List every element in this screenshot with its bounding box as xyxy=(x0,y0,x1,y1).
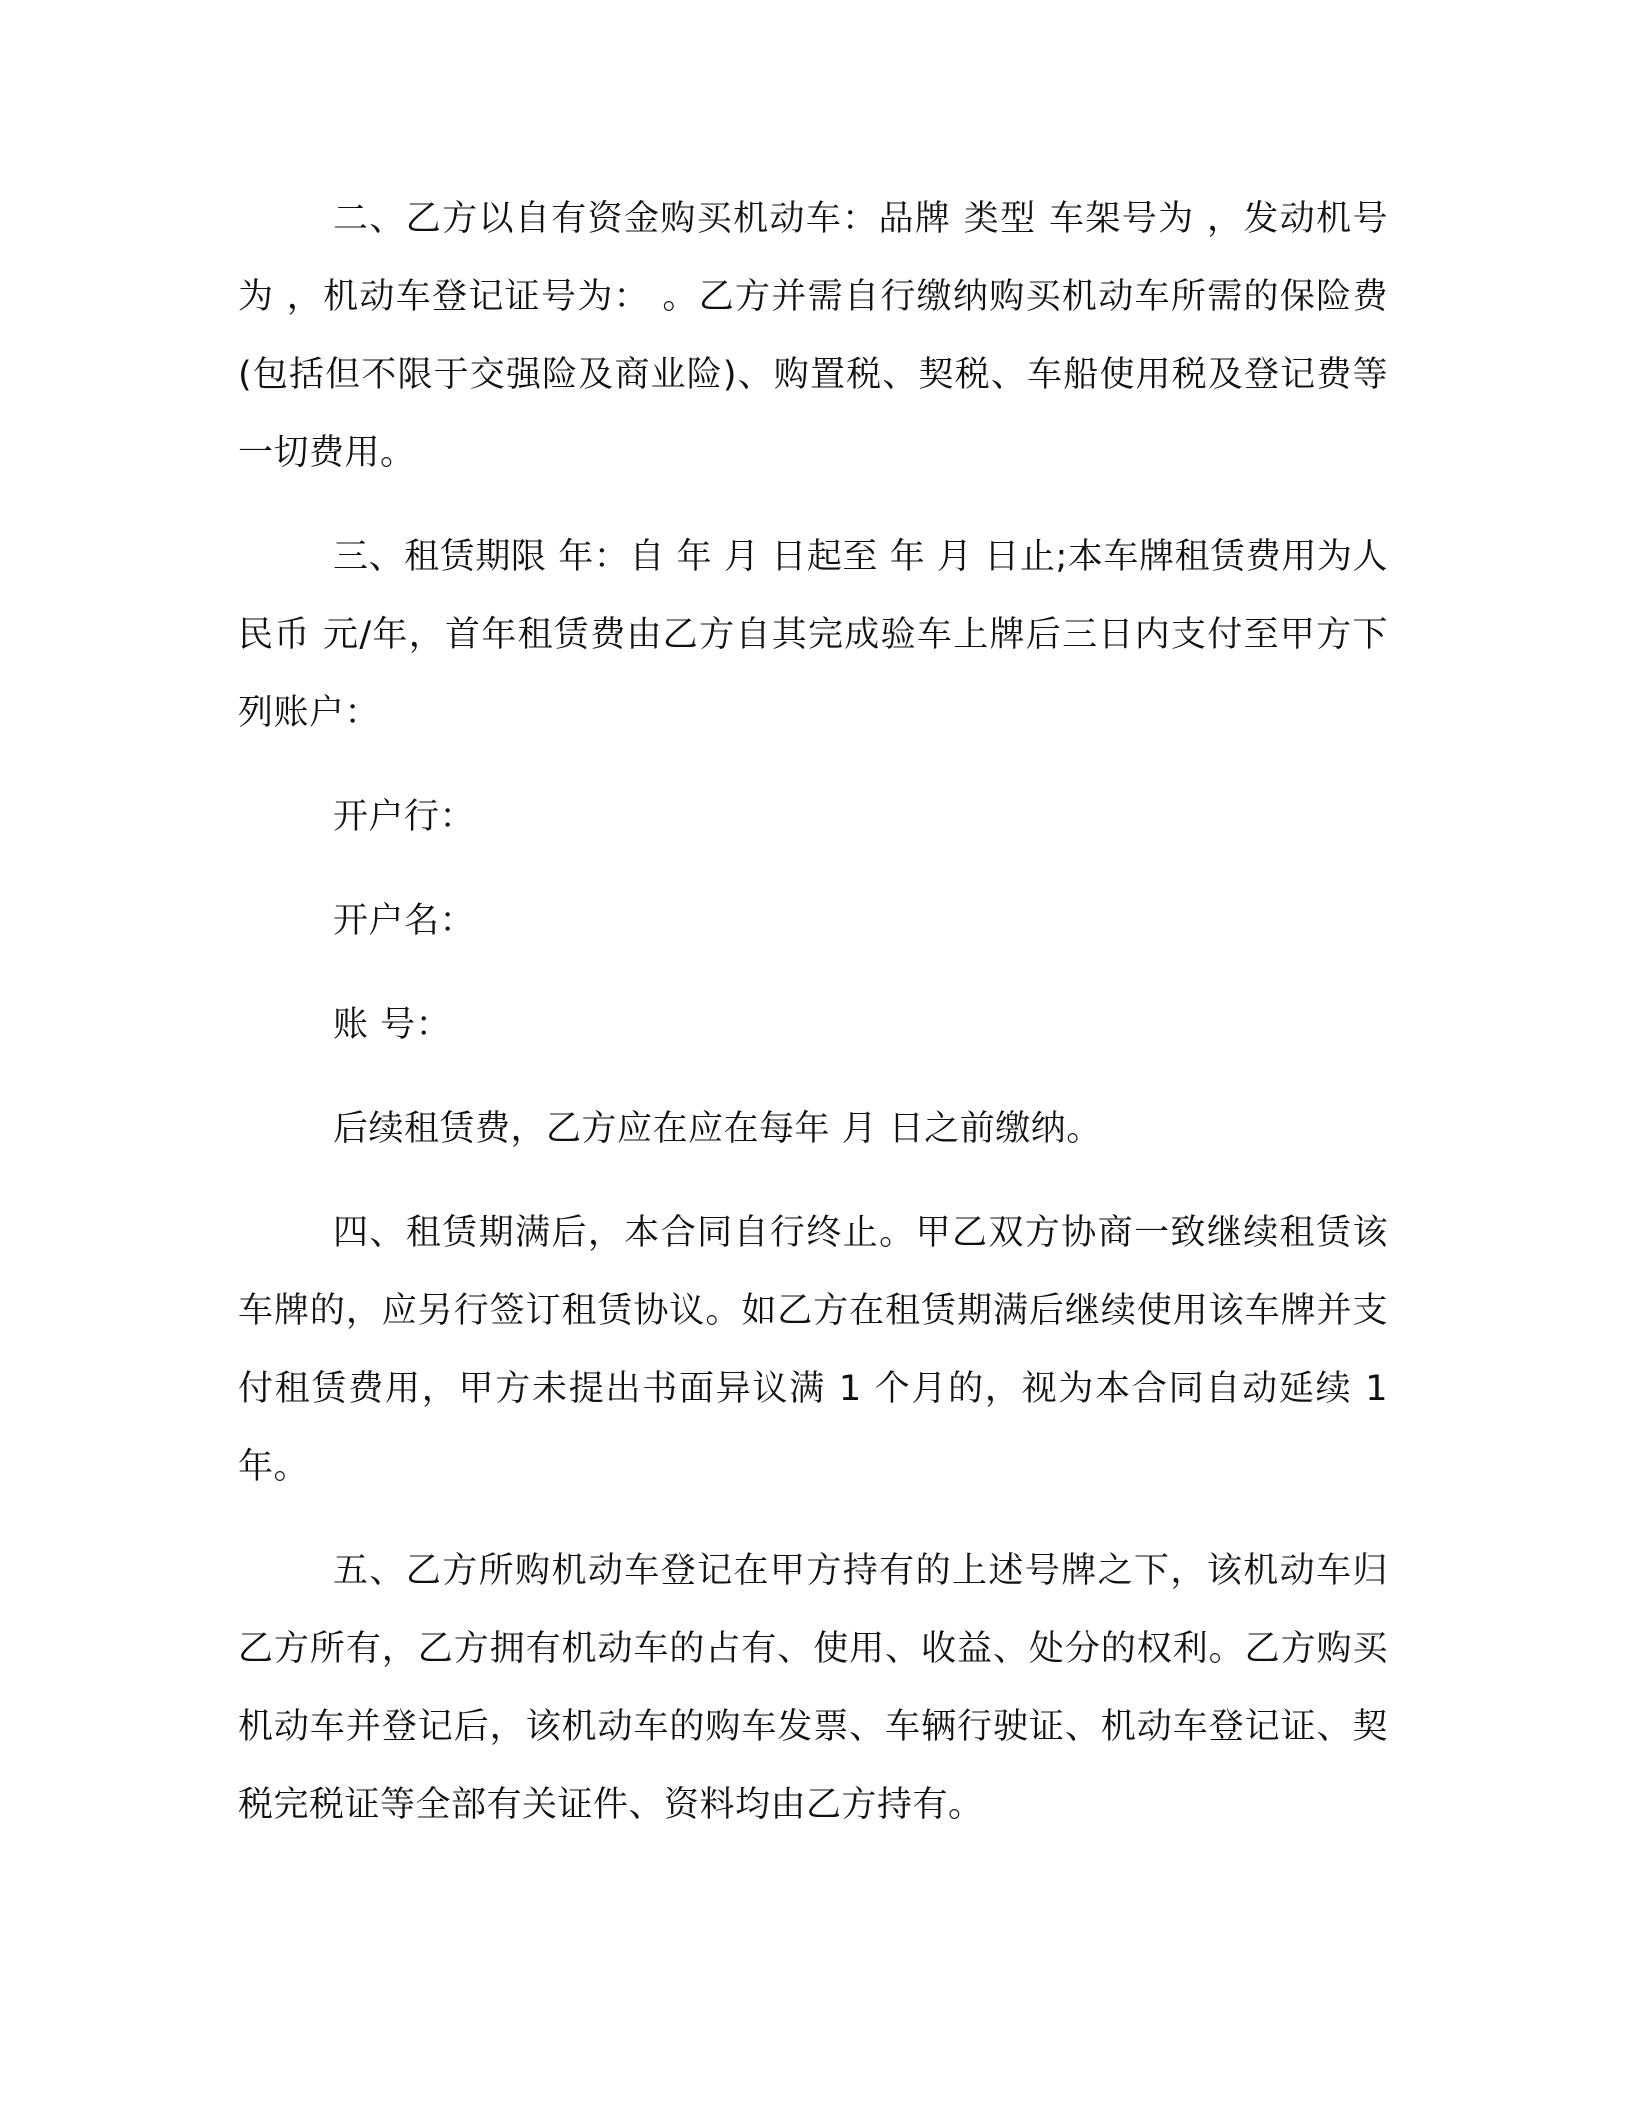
clause-5-paragraph: 五、乙方所购机动车登记在甲方持有的上述号牌之下，该机动车归乙方所有，乙方拥有机动车的占有、使用、收益、处分的权利。乙方购买机动车并登记后，该机动车的购车发票、车辆行驶证、机动车登记证、契税完税证等全部有关证件、资料均由乙方持有。 xyxy=(238,1551,1388,1825)
document-body xyxy=(238,180,1388,1870)
clause-4-paragraph: 四、租赁期满后，本合同自行终止。甲乙双方协商一致继续租赁该车牌的，应另行签订租赁协议。如乙方在租赁期满后继续使用该车牌并支付租赁费用，甲方未提出书面异议满 1 个月的，视为本合同自动延续 1 年。 xyxy=(238,1213,1388,1487)
bank-line: 开户行： xyxy=(333,797,476,837)
account-name-line: 开户名： xyxy=(333,901,476,941)
account-number-line: 账 号： xyxy=(333,1005,452,1045)
clause-3-paragraph: 三、租赁期限 年：自 年 月 日起至 年 月 日止;本车牌租赁费用为人民币 元/年，首年租赁费由乙方自其完成验车上牌后三日内支付至甲方下列账户： xyxy=(238,537,1388,733)
subsequent-fee-line: 后续租赁费，乙方应在应在每年 月 日之前缴纳。 xyxy=(333,1109,1102,1149)
clause-2-paragraph: 二、乙方以自有资金购买机动车：品牌 类型 车架号为 ，发动机号为 ，机动车登记证号为： 。乙方并需自行缴纳购买机动车所需的保险费(包括但不限于交强险及商业险)、购置税、契税、车船使用税及登记费等一切费用。 xyxy=(238,199,1388,473)
